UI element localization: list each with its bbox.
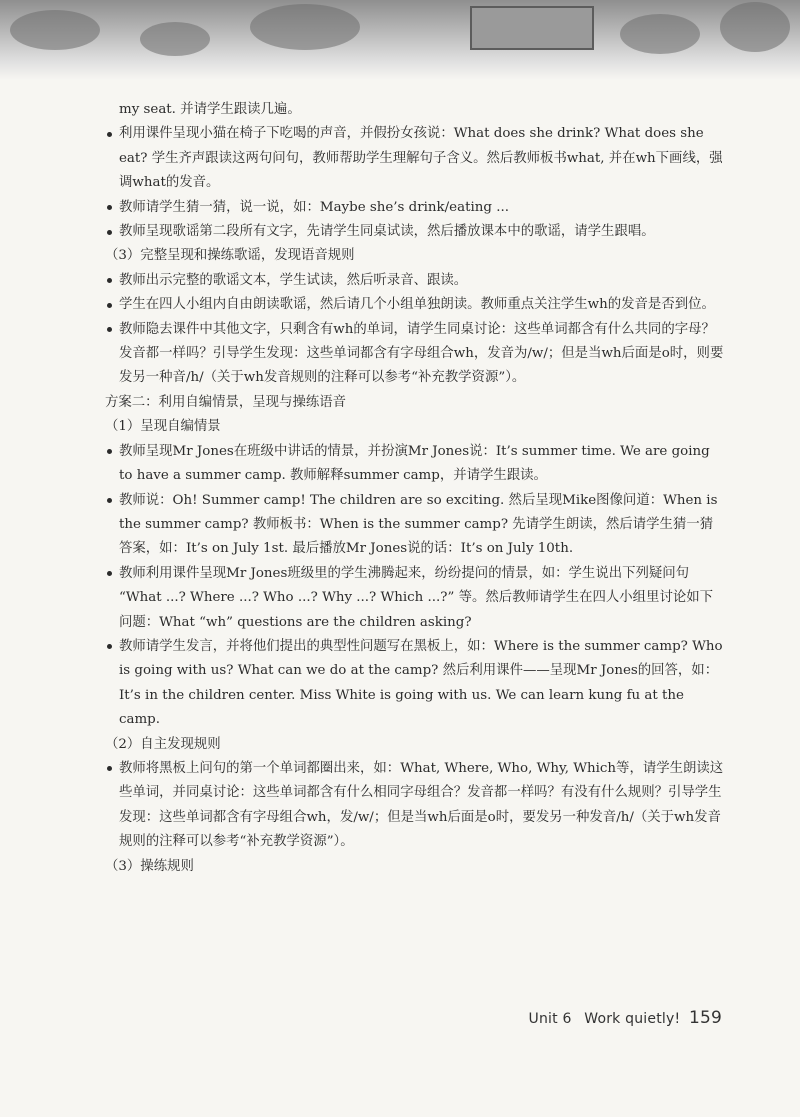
bullet-item: 教师利用课件呈现Mr Jones班级里的学生沸腾起来，纷纷提问的情景，如：学生说出下列疑问句 “What ...? Where ...? Who ...? Why ...? Which ...?” 等。然后教师请学生在四人小组里讨论如下问题：What “wh” questions are the children asking? [105,562,725,635]
section-heading: （3）操练规则 [105,858,194,874]
bullet-item: 教师说：Oh! Summer camp! The children are so exciting. 然后呈现Mike图像问道：When is the summer camp? 教师板书：When is the summer camp? 先请学生朗读，然后请学生猜一猜答案，如：It’s on July 1st. 最后播放Mr Jones说的话：It’s on July 10th. [105,489,725,562]
section-heading: （1）呈现自编情景 [105,419,221,435]
bullet-item: 教师呈现歌谣第二段所有文字，先请学生同桌试读，然后播放课本中的歌谣，请学生跟唱。 [105,220,725,244]
bullet-item: 利用课件呈现小猫在椅子下吃喝的声音，并假扮女孩说：What does she drink? What does she eat? 学生齐声跟读这两句问句，教师帮助学生理解句子含义。然后教师板书what, 并在wh下画线，强调what的发音。 [105,122,725,195]
page-footer [529,1008,722,1028]
bullet-item: 教师呈现Mr Jones在班级中讲话的情景，并扮演Mr Jones说：It’s summer time. We are going to have a summer camp. 教师解释summer camp，并请学生跟读。 [105,440,725,489]
unit-label: Unit 6 [528,1011,572,1027]
bullet-item: 学生在四人小组内自由朗读歌谣，然后请几个小组单独朗读。教师重点关注学生wh的发音是否到位。 [105,293,725,317]
bullet-item: 教师隐去课件中其他文字，只剩含有wh的单词，请学生同桌讨论：这些单词都含有什么共同的字母？发音都一样吗？引导学生发现：这些单词都含有字母组合wh，发音为/w/；但是当wh后面是o时，则要发另一种音/h/（关于wh发音规则的注释可以参考“补充教学资源”）。 [105,318,725,391]
header-banner-image [0,0,800,80]
section-heading: （3）完整呈现和操练歌谣，发现语音规则 [105,248,355,264]
bullet-item: 教师请学生猜一猜，说一说，如：Maybe she’s drink/eating ... [105,196,725,220]
bullet-item: 教师请学生发言，并将他们提出的典型性问题写在黑板上，如：Where is the summer camp? Who is going with us? What can we do at the camp? 然后利用课件——呈现Mr Jones的回答，如：It’s in the children center. Miss White is going with us. We can learn kung fu at the camp. [105,635,725,733]
continued-text: my seat. 并请学生跟读几遍。 [119,102,301,117]
bullet-item: 教师将黑板上问句的第一个单词都圈出来，如：What, Where, Who, Why, Which等，请学生朗读这些单词，并同桌讨论：这些单词都含有什么相同字母组合？发音都一样吗？有没有什么规则？引导学生发现：这些单词都含有字母组合wh，发/w/；但是当wh后面是o时，要发另一种发音/h/（关于wh发音规则的注释可以参考“补充教学资源”）。 [105,757,725,855]
page-number: 159 [688,1008,722,1028]
unit-title: Work quietly! [584,1011,681,1027]
section-heading: 方案二：利用自编情景，呈现与操练语音 [105,394,347,410]
bullet-item: 教师出示完整的歌谣文本，学生试读，然后听录音、跟读。 [105,269,725,293]
section-heading: （2）自主发现规则 [105,736,221,752]
page-body [105,98,725,879]
